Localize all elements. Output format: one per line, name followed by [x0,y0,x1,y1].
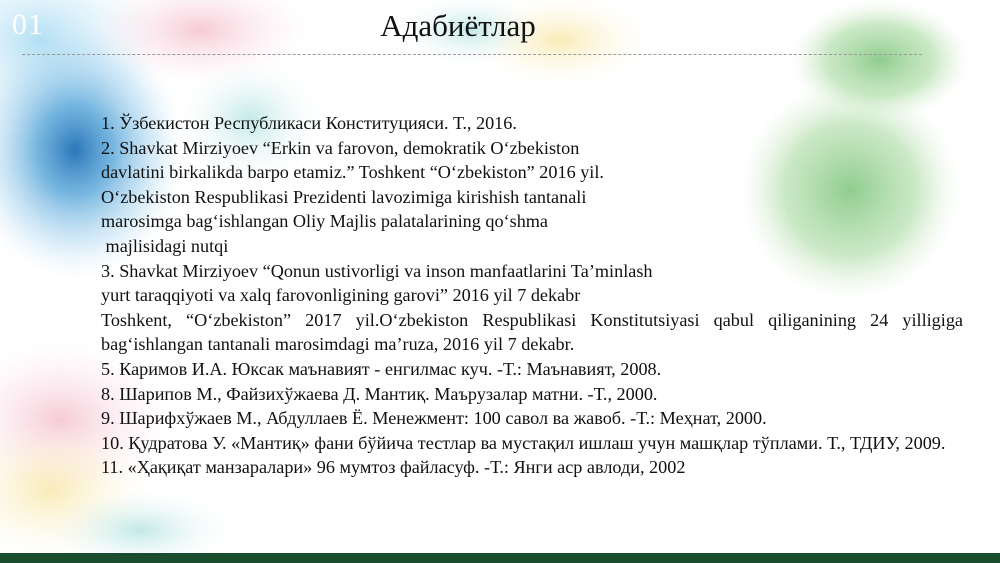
bottom-bar [0,553,1000,563]
list-item: 10. Қудратова У. «Мантиқ» фани бўйича тестлар ва мустақил ишлаш учун машқлар тўплами. Т., ТДИУ, 2009. [101,432,946,453]
list-item: 11. «Ҳақиқат манзаралари» 96 мумтоз файласуф. -Т.: Янги аср авлоди, 2002 [101,457,686,478]
list-item: yurt taraqqiyoti va xalq farovonligining garovi” 2016 yil 7 dekabr [101,285,581,306]
list-item: davlatini birkalikda barpo etamiz.” Toshkent “O‘zbekiston” 2016 yil. [101,162,604,183]
list-item: 1. Ўзбекистон Республикаси Конституцияси. Т., 2016. [101,113,517,133]
list-item: 9. Шарифхўжаев М., Абдуллаев Ё. Менежмент: 100 савол ва жавоб. -Т.: Меҳнат, 2000. [101,408,767,429]
list-item: 3. Shavkat Mirziyoev “Qonun ustivorligi va inson manfaatlarini Ta’minlash [101,260,653,281]
list-item: Toshkent, “O‘zbekiston” 2017 yil.O‘zbekiston Respublikasi Konstitutsiyasi qabul qiliganining 24 yilligiga bag‘ishlangan tantanali marosimdagi ma’ruza, 2016 yil 7 dekabr. [101,309,963,355]
list-item: marosimga bag‘ishlangan Oliy Majlis palatalarining qo‘shma [101,211,549,232]
list-item: 5. Каримов И.А. Юксак маънавият - енгилмас куч. -Т.: Маънавият, 2008. [101,358,662,379]
page-title: Адабиётлар [380,8,536,43]
list-item: O‘zbekiston Respublikasi Prezidenti lavozimiga kirishish tantanali [101,186,587,207]
slide-number: 01 [12,8,44,41]
list-item: majlisidagi nutqi [101,235,229,256]
title-divider [22,54,922,55]
list-item: 2. Shavkat Mirziyoev “Erkin va farovon, demokratik O‘zbekiston [101,137,580,158]
references-list [101,111,963,480]
list-item: 8. Шарипов М., Файзихўжаева Д. Мантиқ. Маърузалар матни. -Т., 2000. [101,383,658,404]
